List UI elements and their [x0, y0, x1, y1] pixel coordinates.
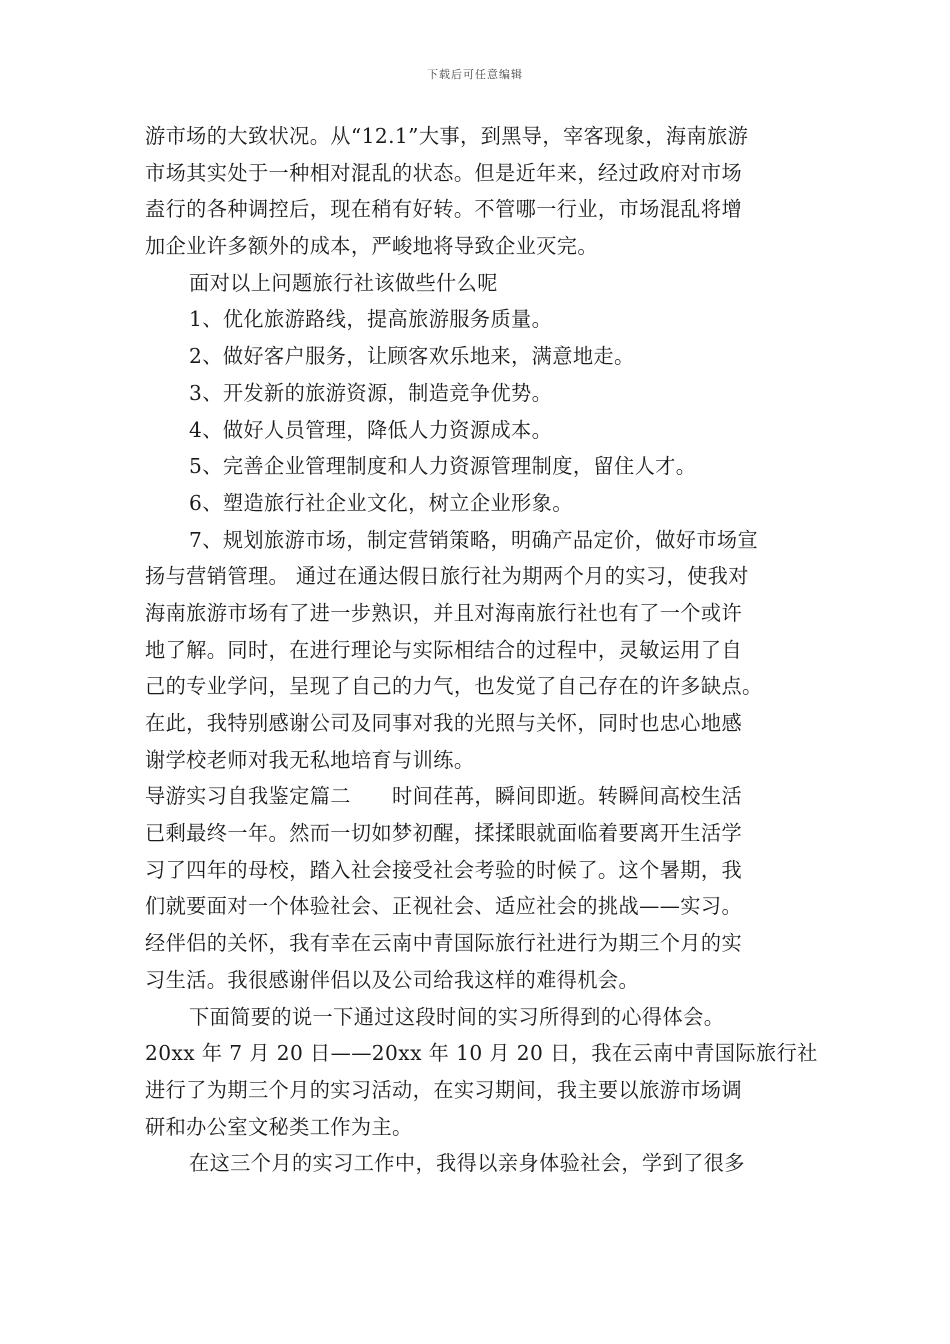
text-line: 3、开发新的旅游资源，制造竞争优势。	[189, 380, 553, 405]
text-line: 盍行的各种调控后，现在稍有好转。不管哪一行业，市场混乱将增	[145, 197, 743, 222]
text-line: 加企业许多额外的成本，严峻地将导致企业灭完。	[145, 234, 598, 259]
text-line: 已剩最终一年。然而一切如梦初醒，揉揉眼就面临着要离开生活学	[145, 821, 743, 846]
text-line: 7、规划旅游市场，制定营销策略，明确产品定价，做好市场宣	[189, 527, 759, 552]
text-line: 1、优化旅游路线，提高旅游服务质量。	[189, 307, 553, 332]
text-line: 在此，我特别感谢公司及同事对我的光照与关怀，同时也忠心地感	[145, 711, 743, 735]
text-line: 经伴侣的关怀，我有幸在云南中青国际旅行社进行为期三个月的实	[145, 931, 743, 956]
text-line: 面对以上问题旅行社该做些什么呢	[189, 270, 498, 295]
text-line: 6、塑造旅行社企业文化，树立企业形象。	[189, 490, 573, 515]
text-line: 习生活。我很感谢伴侣以及公司给我这样的难得机会。	[145, 967, 640, 992]
header-note: 下载后可任意编辑	[427, 68, 523, 81]
text-line: 导游实习自我鉴定篇二 时间荏苒，瞬间即逝。转瞬间高校生活	[145, 784, 743, 809]
text-line: 们就要面对一个体验社会、正视社会、适应社会的挑战——实习。	[145, 894, 743, 919]
text-line: 2、做好客户服务，让顾客欢乐地来，满意地走。	[189, 344, 635, 369]
document-body	[145, 118, 825, 1182]
text-line: 进行了为期三个月的实习活动，在实习期间，我主要以旅游市场调	[145, 1077, 743, 1102]
text-line: 在这三个月的实习工作中，我得以亲身体验社会，学到了很多	[189, 1151, 745, 1176]
text-line: 5、完善企业管理制度和人力资源管理制度，留住人才。	[189, 454, 697, 479]
text-line: 4、做好人员管理，降低人力资源成本。	[189, 417, 553, 442]
text-line: 扬与营销管理。 通过在通达假日旅行社为期两个月的实习，使我对	[145, 564, 749, 589]
text-line: 海南旅游市场有了进一步熟识，并且对海南旅行社也有了一个或许	[145, 600, 743, 625]
text-line: 习了四年的母校，踏入社会接受社会考验的时候了。这个暑期，我	[145, 857, 743, 882]
text-line: 下面简要的说一下通过这段时间的实习所得到的心得体会。	[189, 1004, 725, 1029]
text-line: 游市场的大致状况。从“12.1”大事，到黑导，宰客现象，海南旅游	[145, 124, 749, 148]
text-line: 己的专业学问，呈现了自己的力气，也发觉了自己存在的许多缺点。	[145, 674, 763, 699]
text-line: 谢学校老师对我无私地培育与训练。	[145, 747, 475, 772]
text-line: 研和办公室文秘类工作为主。	[145, 1114, 413, 1139]
text-line: 市场其实处于一种相对混乱的状态。但是近年来，经过政府对市场	[145, 160, 743, 185]
text-line: 地了解。同时，在进行理论与实际相结合的过程中，灵敏运用了自	[145, 637, 743, 662]
text-line: 20xx 年 7 月 20 日——20xx 年 10 月 20 日，我在云南中青国际旅行社	[145, 1041, 818, 1066]
